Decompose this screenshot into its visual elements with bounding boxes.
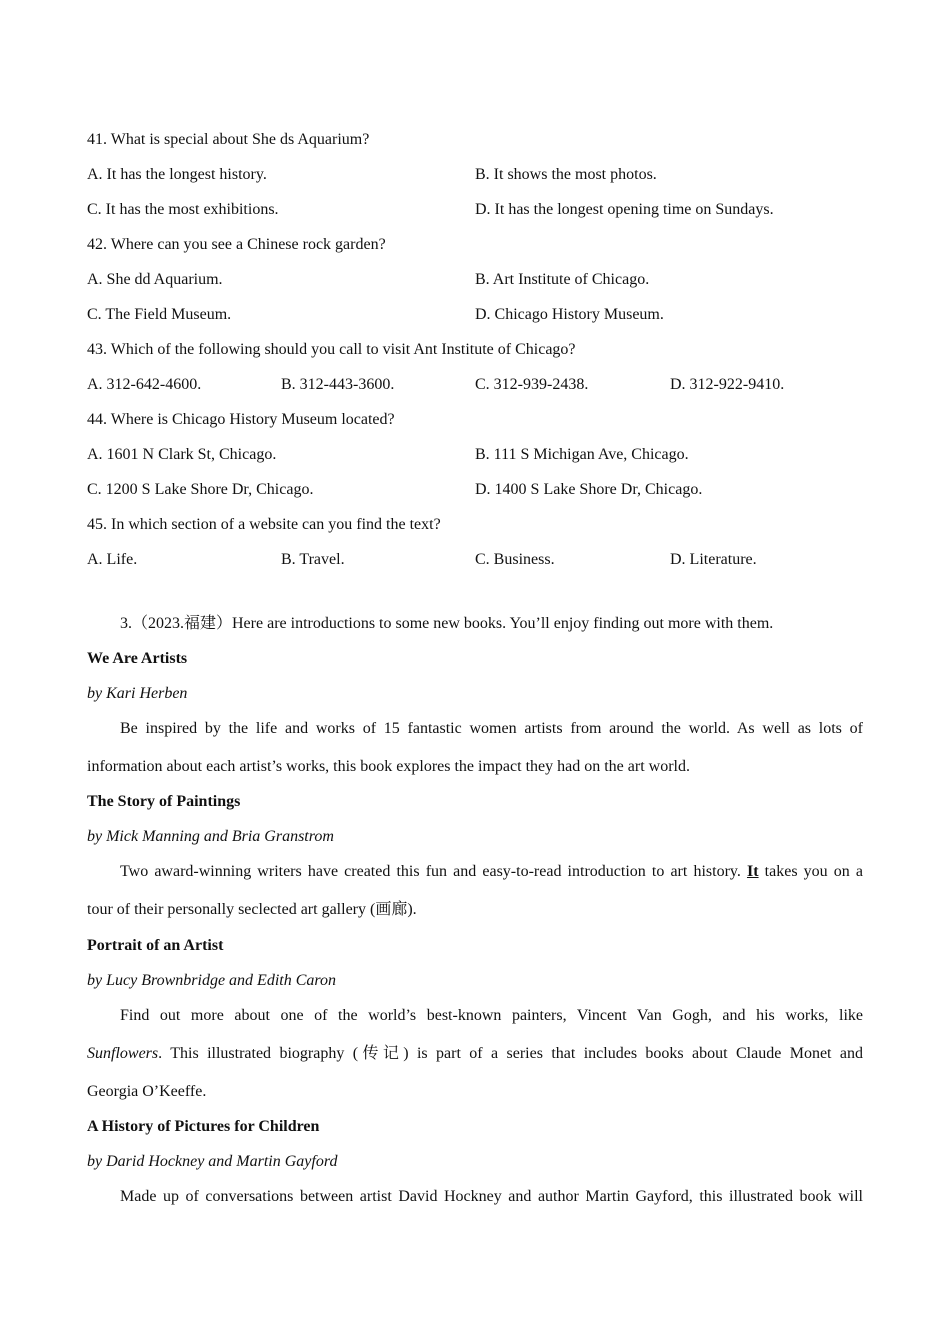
book-desc-2-text-before: Two award-winning writers have created this fun and easy-to-read introduction to art history. xyxy=(120,863,741,880)
book-desc-4-line-1: Made up of conversations between artist David Hockney and author Martin Gayford, this illustrated book will xyxy=(120,1188,863,1205)
option-44c: C. 1200 S Lake Shore Dr, Chicago. xyxy=(87,481,314,498)
book-desc-3-line-3: Georgia O’Keeffe. xyxy=(87,1083,207,1100)
option-42c: C. The Field Museum. xyxy=(87,306,232,323)
book-author-2: by Mick Manning and Bria Granstrom xyxy=(87,828,334,845)
option-41b: B. It shows the most photos. xyxy=(475,166,657,183)
book-title-1: We Are Artists xyxy=(87,650,188,667)
book-desc-2-line-2: tour of their personally seclected art gallery (画廊). xyxy=(87,901,417,918)
option-42d: D. Chicago History Museum. xyxy=(475,306,664,323)
option-45b: B. Travel. xyxy=(281,551,345,568)
book-title-4: A History of Pictures for Children xyxy=(87,1118,320,1135)
book-desc-4 xyxy=(87,1187,863,1225)
book-desc-1 xyxy=(87,719,863,795)
option-44a: A. 1601 N Clark St, Chicago. xyxy=(87,446,277,463)
book-author-1: by Kari Herben xyxy=(87,685,188,702)
book-desc-3-line-1: Find out more about one of the world’s best-known painters, Vincent Van Gogh, and his works, like xyxy=(120,1007,863,1024)
book-desc-2-line-1 xyxy=(87,862,863,900)
book-desc-1-line-1: Be inspired by the life and works of 15 fantastic women artists from around the world. As well as lots of xyxy=(120,720,863,737)
passage-intro: 3.（2023.福建）Here are introductions to some new books. You’ll enjoy finding out more with them. xyxy=(120,615,774,632)
option-44d: D. 1400 S Lake Shore Dr, Chicago. xyxy=(475,481,703,498)
option-45d: D. Literature. xyxy=(670,551,757,568)
option-43a: A. 312-642-4600. xyxy=(87,376,202,393)
book-desc-2 xyxy=(87,862,863,938)
book-author-3: by Lucy Brownbridge and Edith Caron xyxy=(87,972,337,989)
book-desc-1-line-2: information about each artist’s works, this book explores the impact they had on the art world. xyxy=(87,758,690,775)
book-desc-3-line-2-rest: . This illustrated biography (传记) is part of a series that includes books about Claude Monet and xyxy=(158,1045,863,1062)
book-desc-3-italic-title: Sunflowers xyxy=(87,1045,159,1062)
book-desc-3-line-2 xyxy=(87,1044,863,1082)
book-desc-3 xyxy=(87,1006,863,1120)
option-43d: D. 312-922-9410. xyxy=(670,376,785,393)
question-42: 42. Where can you see a Chinese rock garden? xyxy=(87,236,386,253)
option-43b: B. 312-443-3600. xyxy=(281,376,395,393)
option-42a: A. She dd Aquarium. xyxy=(87,271,223,288)
option-41c: C. It has the most exhibitions. xyxy=(87,201,279,218)
book-title-3: Portrait of an Artist xyxy=(87,937,224,954)
option-43c: C. 312-939-2438. xyxy=(475,376,589,393)
option-45c: C. Business. xyxy=(475,551,555,568)
option-44b: B. 111 S Michigan Ave, Chicago. xyxy=(475,446,689,463)
underlined-reference-it: It xyxy=(746,863,759,880)
question-41: 41. What is special about She ds Aquarium? xyxy=(87,131,370,148)
book-author-4: by Darid Hockney and Martin Gayford xyxy=(87,1153,338,1170)
option-45a: A. Life. xyxy=(87,551,138,568)
question-43: 43. Which of the following should you call to visit Ant Institute of Chicago? xyxy=(87,341,576,358)
option-41d: D. It has the longest opening time on Sundays. xyxy=(475,201,774,218)
book-title-2: The Story of Paintings xyxy=(87,793,241,810)
question-45: 45. In which section of a website can you find the text? xyxy=(87,516,441,533)
option-42b: B. Art Institute of Chicago. xyxy=(475,271,650,288)
book-desc-2-text-after: takes you on a xyxy=(764,863,864,880)
question-44: 44. Where is Chicago History Museum located? xyxy=(87,411,395,428)
option-41a: A. It has the longest history. xyxy=(87,166,267,183)
